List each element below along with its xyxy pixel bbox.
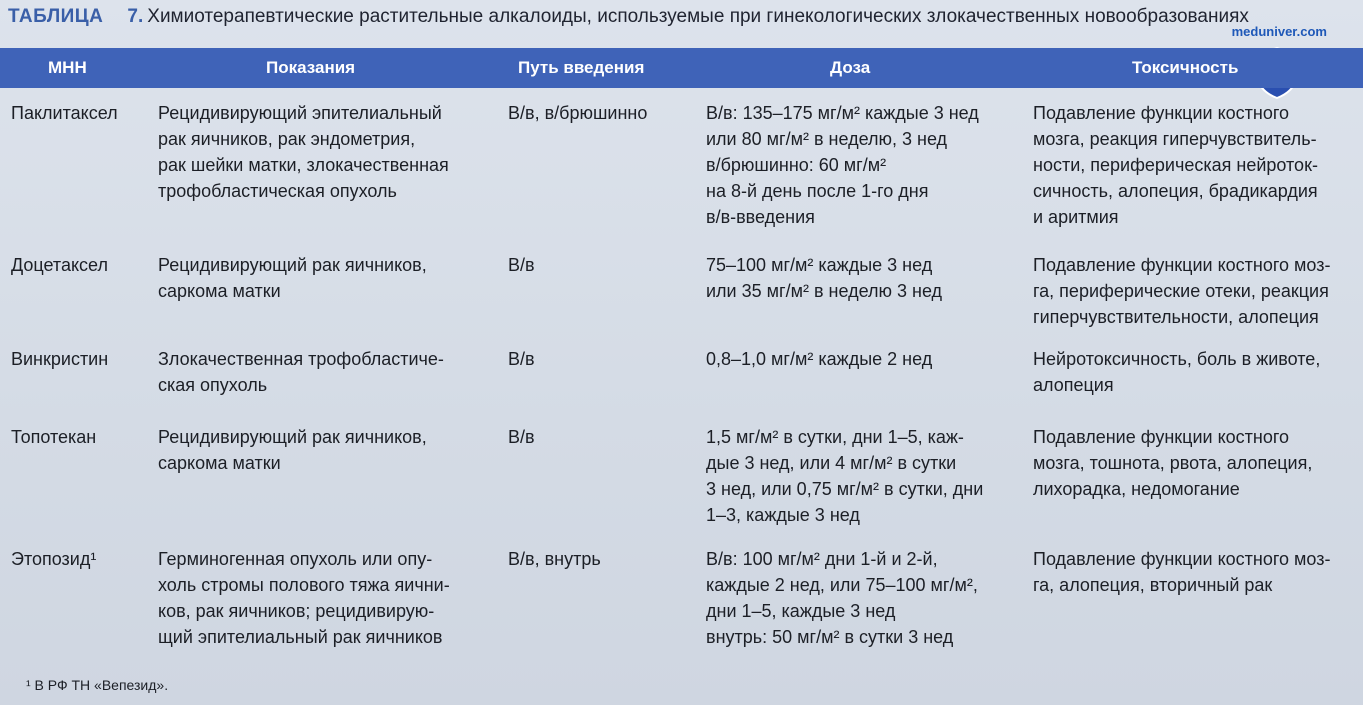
cell-line: лихорадка, недомогание xyxy=(1033,479,1240,499)
cell-line: алопеция xyxy=(1033,375,1114,395)
cell-line: Этопозид¹ xyxy=(11,549,97,569)
cell-line: га, алопеция, вторичный рак xyxy=(1033,575,1273,595)
cell-line: ская опухоль xyxy=(158,375,268,395)
cell-route xyxy=(508,252,535,278)
cell-line: Топотекан xyxy=(11,427,97,447)
cell-line: или 80 мг/м² в неделю, 3 нед xyxy=(706,129,948,149)
cell-line: ности, периферическая нейроток- xyxy=(1033,155,1318,175)
cell-line: холь стромы полового тяжа яични- xyxy=(158,575,450,595)
cell-line: Нейротоксичность, боль в животе, xyxy=(1033,349,1321,369)
cell-line: саркома матки xyxy=(158,453,281,473)
cell-line: В/в xyxy=(508,349,535,369)
cell-line: сичность, алопеция, брадикардия xyxy=(1033,181,1318,201)
cell-line: Подавление функции костного моз- xyxy=(1033,549,1331,569)
table-header xyxy=(0,48,1363,88)
cell-line: саркома матки xyxy=(158,281,281,301)
cell-line: гиперчувствительности, алопеция xyxy=(1033,307,1319,327)
cell-dose xyxy=(706,100,979,230)
cell-line: мозга, тошнота, рвота, алопеция, xyxy=(1033,453,1313,473)
cell-line: мозга, реакция гиперчувствитель- xyxy=(1033,129,1317,149)
cell-line: В/в, внутрь xyxy=(508,549,601,569)
cell-line: В/в, в/брюшинно xyxy=(508,103,648,123)
header-dose: Доза xyxy=(830,58,871,77)
cell-line: Рецидивирующий рак яичников, xyxy=(158,255,427,275)
cell-line: Подавление функции костного xyxy=(1033,427,1290,447)
cell-mnn xyxy=(11,424,96,450)
cell-line: в/в-введения xyxy=(706,207,815,227)
cell-line: Винкристин xyxy=(11,349,109,369)
cell-line: внутрь: 50 мг/м² в сутки 3 нед xyxy=(706,627,954,647)
cell-line: 1,5 мг/м² в сутки, дни 1–5, каж- xyxy=(706,427,964,447)
cell-line: Рецидивирующий эпителиальный xyxy=(158,103,442,123)
cell-line: каждые 2 нед, или 75–100 мг/м², xyxy=(706,575,978,595)
cell-line: дни 1–5, каждые 3 нед xyxy=(706,601,896,621)
table-number: 7. xyxy=(127,6,144,27)
cell-dose xyxy=(706,424,983,528)
cell-line: Рецидивирующий рак яичников, xyxy=(158,427,427,447)
footnote: ¹ В РФ ТН «Вепезид». xyxy=(26,677,169,693)
cell-toxicity xyxy=(1033,252,1330,330)
cell-indications xyxy=(158,424,427,476)
cell-indications xyxy=(158,252,427,304)
cell-line: 75–100 мг/м² каждые 3 нед xyxy=(706,255,933,275)
table-caption: Химиотерапевтические растительные алкалоиды, используемые при гинекологических злокачественных новообразованиях xyxy=(147,6,1249,27)
cell-dose xyxy=(706,346,932,372)
table-label: ТАБЛИЦА xyxy=(8,6,104,27)
cell-toxicity xyxy=(1033,424,1312,502)
table-title xyxy=(8,6,1348,46)
watermark-text: meduniver.com xyxy=(1231,24,1327,39)
cell-line: Доцетаксел xyxy=(11,255,108,275)
header-mnn: МНН xyxy=(48,58,87,77)
cell-line: В/в: 135–175 мг/м² каждые 3 нед xyxy=(706,103,979,123)
cell-line: В/в xyxy=(508,255,535,275)
cell-indications xyxy=(158,346,444,398)
cell-dose xyxy=(706,546,978,650)
cell-line: Подавление функции костного xyxy=(1033,103,1290,123)
cell-line: га, периферические отеки, реакция xyxy=(1033,281,1329,301)
cell-line: 3 нед, или 0,75 мг/м² в сутки, дни xyxy=(706,479,984,499)
cell-line: В/в: 100 мг/м² дни 1-й и 2-й, xyxy=(706,549,938,569)
cell-route xyxy=(508,346,535,372)
cell-line: щий эпителиальный рак яичников xyxy=(158,627,443,647)
cell-line: 1–3, каждые 3 нед xyxy=(706,505,860,525)
cell-mnn xyxy=(11,252,108,278)
cell-line: В/в xyxy=(508,427,535,447)
cell-line: Паклитаксел xyxy=(11,103,118,123)
cell-line: Подавление функции костного моз- xyxy=(1033,255,1331,275)
cell-toxicity xyxy=(1033,546,1330,598)
header-toxicity: Токсичность xyxy=(1132,58,1239,77)
cell-toxicity xyxy=(1033,346,1320,398)
cell-route xyxy=(508,424,535,450)
cell-toxicity xyxy=(1033,100,1318,230)
cell-indications xyxy=(158,100,449,204)
cell-line: в/брюшинно: 60 мг/м² xyxy=(706,155,887,175)
cell-line: 0,8–1,0 мг/м² каждые 2 нед xyxy=(706,349,933,369)
cell-line: или 35 мг/м² в неделю 3 нед xyxy=(706,281,943,301)
cell-dose xyxy=(706,252,942,304)
cell-line: рак яичников, рак эндометрия, xyxy=(158,129,416,149)
cell-mnn xyxy=(11,346,108,372)
cell-line: и аритмия xyxy=(1033,207,1119,227)
cell-indications xyxy=(158,546,450,650)
cell-line: рак шейки матки, злокачественная xyxy=(158,155,449,175)
cell-line: ков, рак яичников; рецидивирую- xyxy=(158,601,435,621)
cell-line: трофобластическая опухоль xyxy=(158,181,397,201)
cell-mnn xyxy=(11,546,96,572)
cell-line: дые 3 нед, или 4 мг/м² в сутки xyxy=(706,453,957,473)
cell-mnn xyxy=(11,100,118,126)
header-indications: Показания xyxy=(266,58,356,77)
cell-line: Злокачественная трофобластиче- xyxy=(158,349,444,369)
header-route: Путь введения xyxy=(518,58,645,77)
cell-line: Герминогенная опухоль или опу- xyxy=(158,549,433,569)
cell-route xyxy=(508,546,601,572)
cell-line: на 8-й день после 1-го дня xyxy=(706,181,929,201)
cell-route xyxy=(508,100,647,126)
